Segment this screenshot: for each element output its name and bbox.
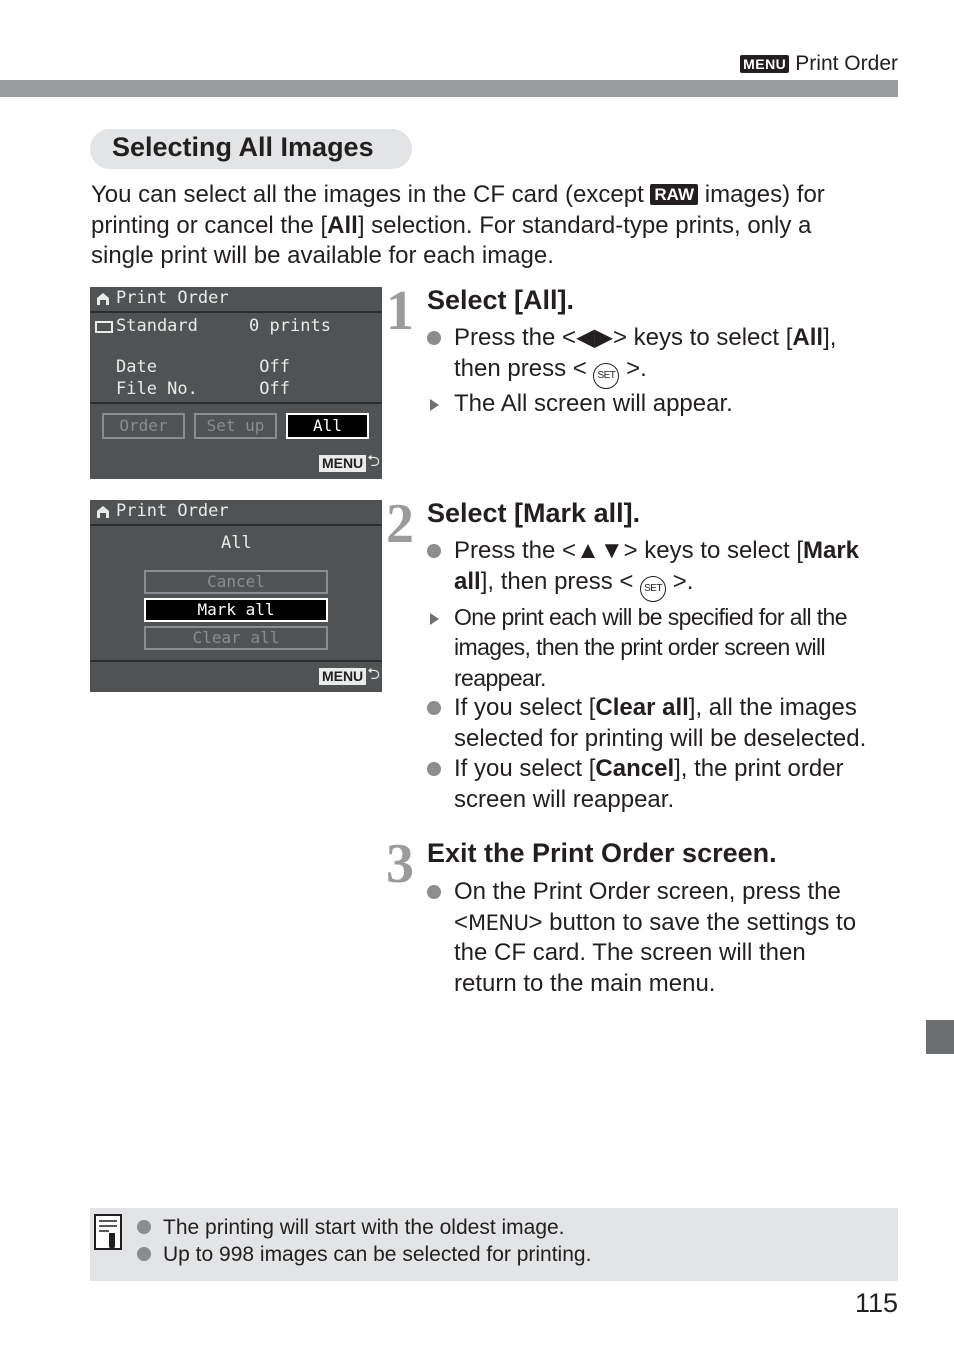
result-arrow-icon [430,613,439,625]
menu-icon: MENU [319,455,366,472]
intro-text: printing or cancel the [ [91,211,328,239]
bullet-item: On the Print Order screen, press the <MENU> button to save the settings to the CF card. The screen will then return to the main menu. [427,877,897,999]
lcd-divider [90,402,382,404]
intro-text: images) for [698,181,825,208]
printer-icon [95,505,111,519]
note-item: The printing will start with the oldest image. [137,1214,591,1241]
bullet-dot-icon [427,885,441,899]
bullet-dot-icon [427,331,441,345]
menu-icon: MENU [740,55,789,73]
lcd-clear-all-option: Clear all [144,626,328,650]
step1-bullets [427,323,897,419]
printer-icon [95,292,111,306]
intro-paragraph [91,180,891,272]
bullet-dot-icon [427,701,441,715]
lcd-divider [90,524,382,526]
lcd-subtitle: All [221,533,252,553]
left-right-arrows-icon: ◀▶ [576,324,613,351]
lcd-screen-all [90,500,382,692]
note-item: Up to 998 images can be selected for printing. [137,1241,591,1268]
lcd-date-row: Date Off [116,357,290,377]
note-list [137,1214,591,1268]
note-box [90,1208,898,1281]
bullet-dot-icon [137,1220,151,1234]
step3-bullets [427,877,897,999]
lcd-mark-all-option: Mark all [144,598,328,622]
section-heading [90,129,412,169]
set-button-icon: SET [593,363,619,389]
result-item: The All screen will appear. [427,389,897,420]
menu-icon: MENU [319,668,366,685]
step-number: 2 [386,493,414,555]
lcd-screen-print-order [90,287,382,479]
section-title: Print Order [795,52,898,75]
page-number: 115 [854,1288,898,1318]
step2-bullets [427,536,897,815]
lcd-setup-button: Set up [194,413,277,439]
intro-bold: All [327,211,358,239]
bullet-item: If you select [Cancel], the print order screen will reappear. [427,754,897,815]
lcd-title: Print Order [116,288,229,308]
bullet-item: Press the <▲▼> keys to select [Mark all], then press < SET >. [427,536,897,602]
raw-icon: RAW [650,184,698,205]
intro-text: You can select all the images in the CF card (except [91,181,651,208]
step-number: 1 [386,280,414,342]
bullet-dot-icon [137,1247,151,1261]
bullet-item: Press the <◀▶> keys to select [All], then press < SET >. [427,323,897,389]
lcd-menu-return [319,663,380,690]
memo-icon [93,1211,123,1251]
step-title: Select [Mark all]. [427,498,641,528]
result-item: One print each will be specified for all the images, then the print order screen will reappear. [427,602,897,694]
menu-button-label: MENU [468,910,529,935]
section-label [740,52,898,76]
lcd-order-button: Order [102,413,185,439]
bullet-dot-icon [427,762,441,776]
lcd-menu-return [319,450,380,477]
lcd-divider [90,311,382,313]
standard-print-icon [95,321,113,333]
lcd-standard-row: Standard 0 prints [116,316,331,336]
step-title: Select [All]. [427,285,575,315]
step-title: Exit the Print Order screen. [427,838,777,868]
section-heading-text: Selecting All Images [112,132,374,162]
lcd-divider [90,660,382,662]
intro-text: single print will be available for each image. [91,242,554,269]
return-icon: ⮌ [367,453,380,470]
result-arrow-icon [430,399,439,411]
bullet-dot-icon [427,544,441,558]
lcd-fileno-row: File No. Off [116,379,290,399]
header-bar [0,80,898,97]
lcd-cancel-option: Cancel [144,570,328,594]
return-icon: ⮌ [367,666,380,683]
chapter-tab [926,1020,954,1054]
set-button-icon: SET [640,576,666,602]
step-number: 3 [386,833,414,895]
bullet-item: If you select [Clear all], all the images selected for printing will be deselected. [427,693,897,754]
intro-text: ] selection. For standard-type prints, only a [357,211,812,239]
lcd-all-button: All [286,413,369,439]
lcd-title: Print Order [116,501,229,521]
up-down-arrows-icon: ▲▼ [576,537,624,564]
